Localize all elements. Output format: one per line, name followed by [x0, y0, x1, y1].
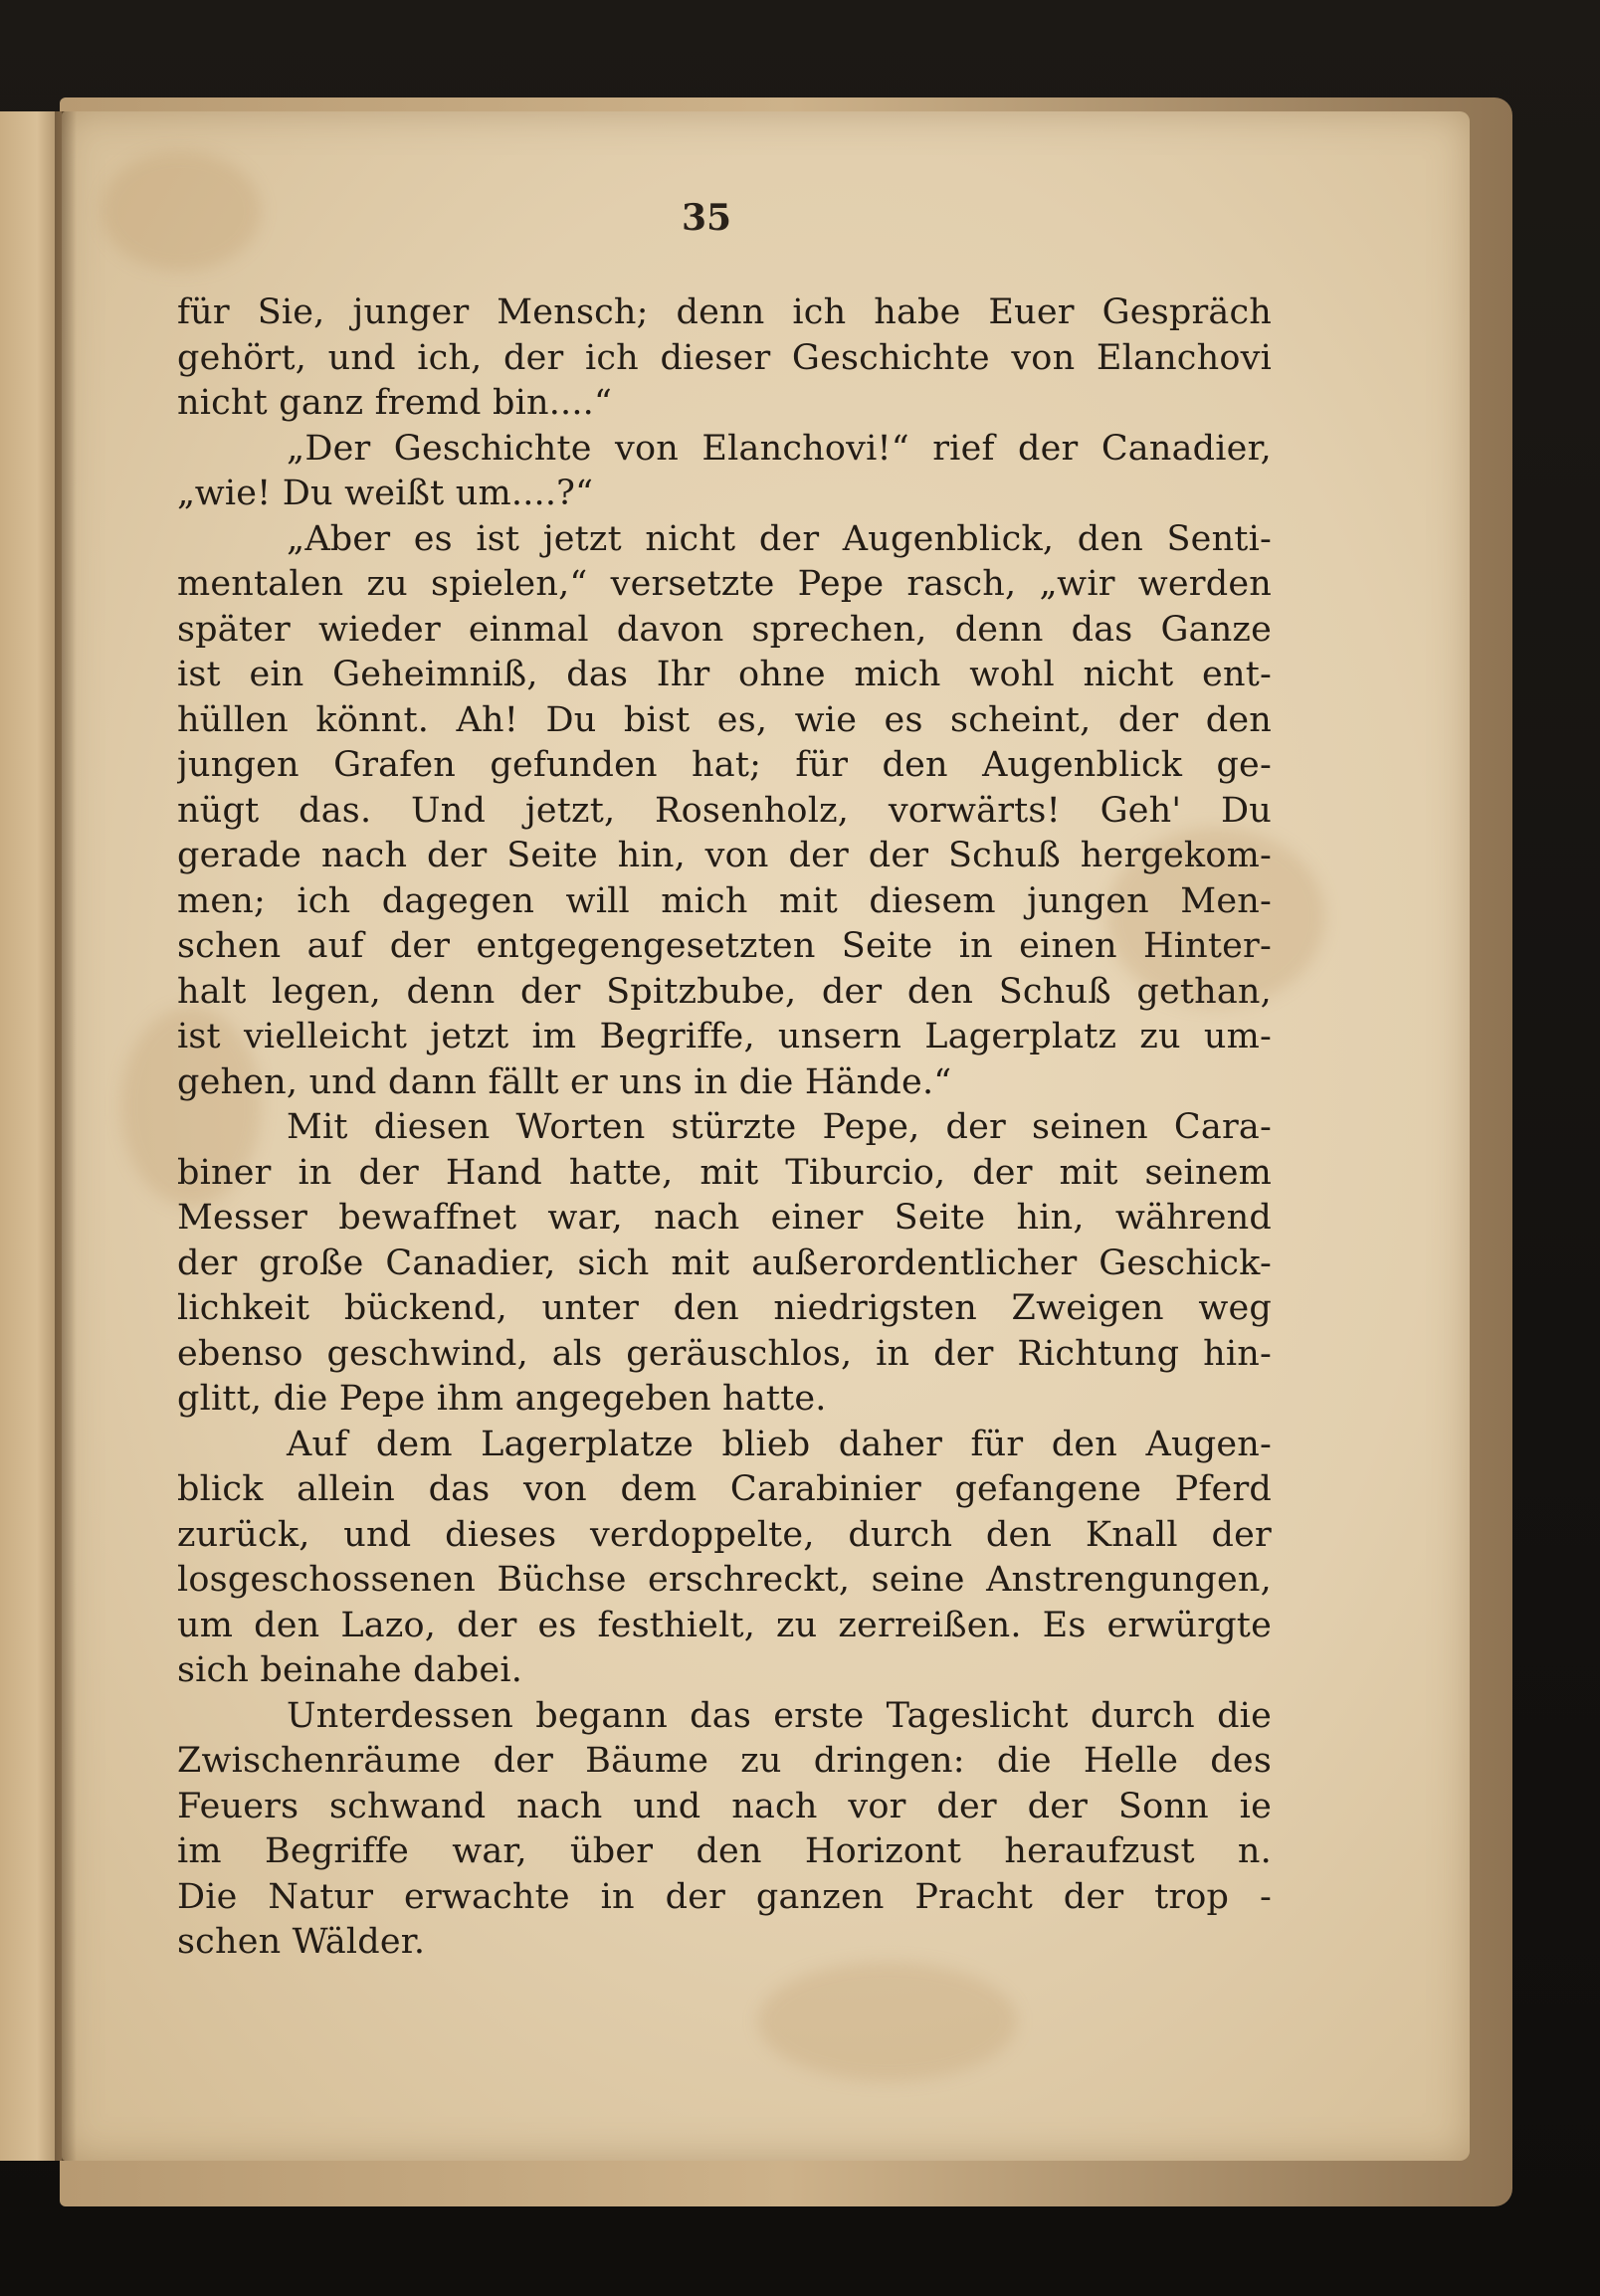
- text-line: gehen, und dann fällt er uns in die Hände.“: [177, 1061, 952, 1102]
- page-number: 35: [681, 197, 732, 239]
- text-line: ist vielleicht jetzt im Begriffe, unsern Lagerplatz zu um-: [177, 1017, 1272, 1056]
- text-line: ebenso geschwind, als geräuschlos, in der Richtung hin-: [177, 1333, 1272, 1374]
- text-line: später wieder einmal davon sprechen, denn das Ganze: [177, 609, 1272, 650]
- spine-shadow: [55, 111, 77, 2161]
- text-line: losgeschossenen Büchse erschreckt, seine Anstrengungen,: [177, 1560, 1272, 1600]
- text-line: men; ich dagegen will mich mit diesem jungen Men-: [177, 880, 1272, 921]
- text-line: jungen Grafen gefunden hat; für den Augenblick ge-: [177, 745, 1272, 785]
- text-line: „Der Geschichte von Elanchovi!“ rief der Canadier,: [287, 428, 1272, 469]
- text-line: blick allein das von dem Carabinier gefangene Pferd: [177, 1469, 1272, 1509]
- text-line: nicht ganz fremd bin....“: [177, 383, 613, 423]
- text-line: um den Lazo, der es festhielt, zu zerreißen. Es erwürgte: [177, 1605, 1272, 1645]
- text-line: der große Canadier, sich mit außerordentlicher Geschick-: [177, 1243, 1272, 1283]
- text-line: sich beinahe dabei.: [177, 1650, 523, 1690]
- paper-stain: [758, 1962, 1017, 2081]
- text-line: schen Wälder.: [177, 1922, 426, 1962]
- text-line: lichkeit bückend, unter den niedrigsten Zweigen weg: [177, 1288, 1272, 1328]
- text-line: mentalen zu spielen,“ versetzte Pepe rasch, „wir werden: [177, 564, 1272, 604]
- text-line: Die Natur erwachte in der ganzen Pracht der trop -: [177, 1876, 1272, 1917]
- text-line: Messer bewaffnet war, nach einer Seite hin, während: [177, 1198, 1272, 1238]
- text-line: biner in der Hand hatte, mit Tiburcio, der mit seinem: [177, 1152, 1272, 1193]
- text-line: ist ein Geheimniß, das Ihr ohne mich wohl nicht ent-: [177, 655, 1272, 694]
- text-line: Mit diesen Worten stürzte Pepe, der seinen Cara-: [287, 1107, 1272, 1147]
- text-line: Zwischenräume der Bäume zu dringen: die Helle des: [177, 1741, 1272, 1781]
- text-line: schen auf der entgegengesetzten Seite in einen Hinter-: [177, 926, 1272, 966]
- text-line: glitt, die Pepe ihm angegeben hatte.: [177, 1379, 827, 1419]
- text-line: gehört, und ich, der ich dieser Geschichte von Elanchovi: [177, 337, 1272, 378]
- text-line: hüllen könnt. Ah! Du bist es, wie es scheint, der den: [177, 699, 1272, 740]
- text-line: „Aber es ist jetzt nicht der Augenblick, den Senti-: [287, 518, 1272, 559]
- text-line: nügt das. Und jetzt, Rosenholz, vorwärts! Geh' Du: [177, 790, 1272, 831]
- text-line: Auf dem Lagerplatze blieb daher für den Augen-: [287, 1424, 1272, 1464]
- text-line: für Sie, junger Mensch; denn ich habe Euer Gespräch: [177, 292, 1272, 332]
- text-line: Feuers schwand nach und nach vor der der Sonn ie: [177, 1786, 1272, 1826]
- text-line: halt legen, denn der Spitzbube, der den Schuß gethan,: [177, 971, 1272, 1012]
- text-line: Unterdessen begann das erste Tageslicht durch die: [287, 1695, 1272, 1736]
- text-line: gerade nach der Seite hin, von der der Schuß hergekom-: [177, 836, 1272, 875]
- text-line: „wie! Du weißt um....?“: [177, 474, 594, 513]
- text-line: im Begriffe war, über den Horizont heraufzust n.: [177, 1831, 1272, 1871]
- text-line: zurück, und dieses verdoppelte, durch den Knall der: [177, 1514, 1272, 1555]
- body-text: [177, 290, 1272, 1966]
